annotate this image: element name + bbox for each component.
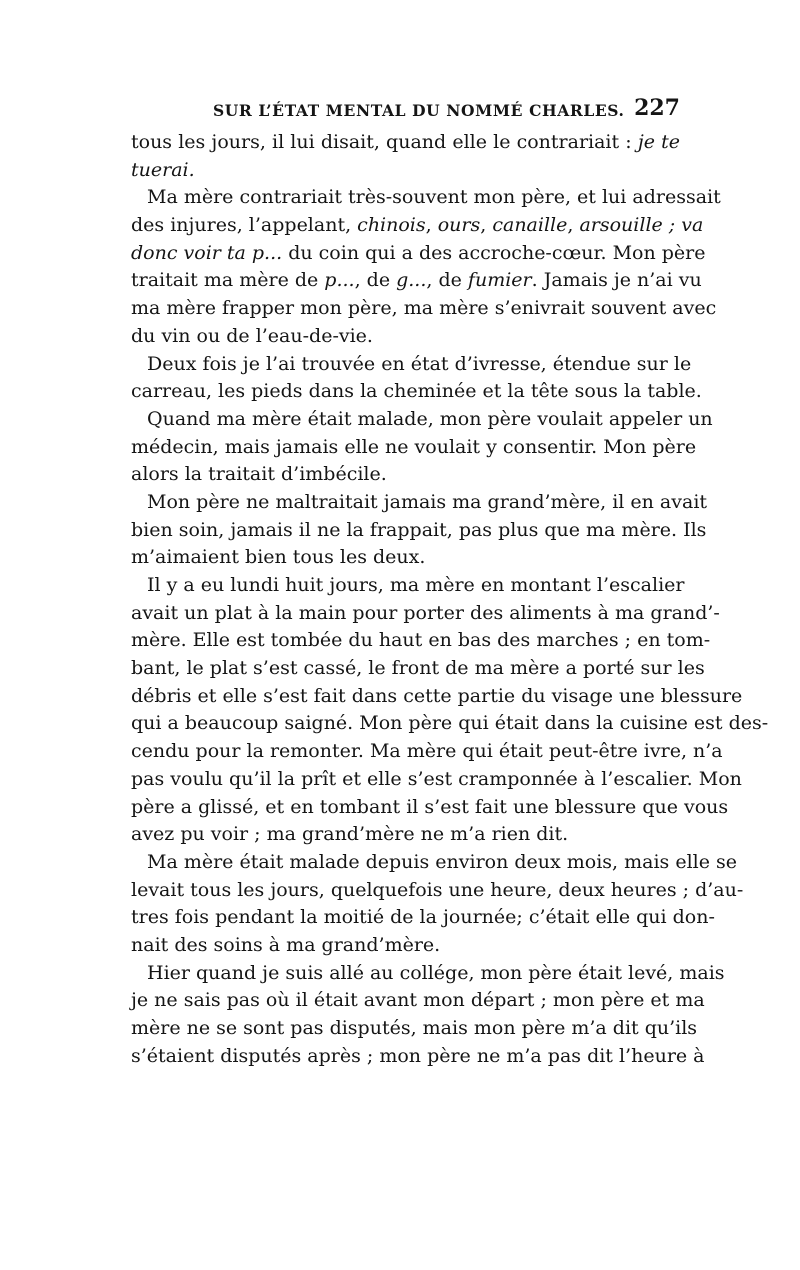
- text-line: avait un plat à la main pour porter des aliments à ma grand’-: [131, 601, 720, 624]
- text-line: mère ne se sont pas disputés, mais mon père m’a dit qu’ils: [131, 1017, 698, 1039]
- italic-text: chinois: [357, 214, 426, 237]
- text-line: médecin, mais jamais elle ne voulait y consentir. Mon père: [131, 435, 697, 458]
- italic-text: fumier: [467, 269, 532, 292]
- page-number: 227: [634, 95, 680, 121]
- body-text: [131, 129, 769, 1070]
- text-line: Ma mère était malade depuis environ deux mois, mais elle se: [147, 850, 738, 873]
- italic-text: je te: [637, 131, 681, 153]
- text-line: donc voir ta p... du coin qui a des accroche-cœur. Mon père: [131, 241, 706, 264]
- text-line: mère. Elle est tombée du haut en bas des marches ; en tom-: [131, 629, 711, 652]
- text-line: nait des soins à ma grand’mère.: [131, 933, 441, 956]
- text-line: bien soin, jamais il ne la frappait, pas plus que ma mère. Ils: [131, 518, 707, 541]
- text-line: Ma mère contrariait très-souvent mon père, et lui adressait: [147, 186, 721, 209]
- text-line: Quand ma mère était malade, mon père voulait appeler un: [147, 407, 713, 430]
- italic-text: g...: [396, 269, 427, 292]
- text-line: s’étaient disputés après ; mon père ne m’a pas dit l’heure à: [131, 1044, 705, 1067]
- italic-text: p...: [324, 269, 355, 292]
- text-line: tres fois pendant la moitié de la journée; c’était elle qui don-: [131, 906, 715, 929]
- text-line: levait tous les jours, quelquefois une heure, deux heures ; d’au-: [131, 878, 744, 901]
- text-line: débris et elle s’est fait dans cette partie du visage une blessure: [131, 684, 743, 707]
- page-header: [131, 95, 680, 125]
- text-line: Mon père ne maltraitait jamais ma grand’mère, il en avait: [147, 490, 708, 513]
- italic-text: ours: [437, 214, 481, 237]
- text-line: carreau, les pieds dans la cheminée et la tête sous la table.: [131, 380, 702, 403]
- text-line: du vin ou de l’eau-de-vie.: [131, 324, 373, 347]
- text-line: qui a beaucoup saigné. Mon père qui était dans la cuisine est des-: [131, 712, 769, 735]
- text-line: Deux fois je l’ai trouvée en état d’ivresse, étendue sur le: [147, 352, 692, 375]
- italic-text: tuerai.: [131, 158, 195, 181]
- text-line: Il y a eu lundi huit jours, ma mère en montant l’escalier: [147, 574, 685, 596]
- italic-text: canaille: [492, 214, 568, 237]
- running-title: SUR L’ÉTAT MENTAL DU NOMMÉ CHARLES.: [213, 101, 625, 120]
- text-line: père a glissé, et en tombant il s’est fait une blessure que vous: [131, 795, 729, 818]
- text-line: m’aimaient bien tous les deux.: [131, 546, 426, 569]
- text-line: pas voulu qu’il la prît et elle s’est cramponnée à l’escalier. Mon: [131, 767, 742, 790]
- text-line: je ne sais pas où il était avant mon départ ; mon père et ma: [131, 989, 705, 1012]
- text-line: bant, le plat s’est cassé, le front de ma mère a porté sur les: [131, 657, 705, 680]
- text-line: tous les jours, il lui disait, quand elle le contrariait : je te: [131, 131, 681, 153]
- text-line: avez pu voir ; ma grand’mère ne m’a rien dit.: [131, 823, 569, 846]
- text-line: [131, 157, 680, 185]
- italic-text: donc voir ta p...: [131, 241, 283, 264]
- text-line: des injures, l’appelant, chinois, ours, canaille, arsouille ; va: [131, 214, 704, 237]
- text-line: ma mère frapper mon père, ma mère s’enivrait souvent avec: [131, 297, 717, 320]
- text-line: traitait ma mère de p..., de g..., de fumier. Jamais je n’ai vu: [131, 269, 702, 292]
- italic-text: arsouille ; va: [579, 214, 704, 237]
- text-line: cendu pour la remonter. Ma mère qui était peut-être ivre, n’a: [131, 740, 723, 763]
- text-line: Hier quand je suis allé au collége, mon père était levé, mais: [147, 961, 725, 984]
- text-line: alors la traitait d’imbécile.: [131, 463, 387, 486]
